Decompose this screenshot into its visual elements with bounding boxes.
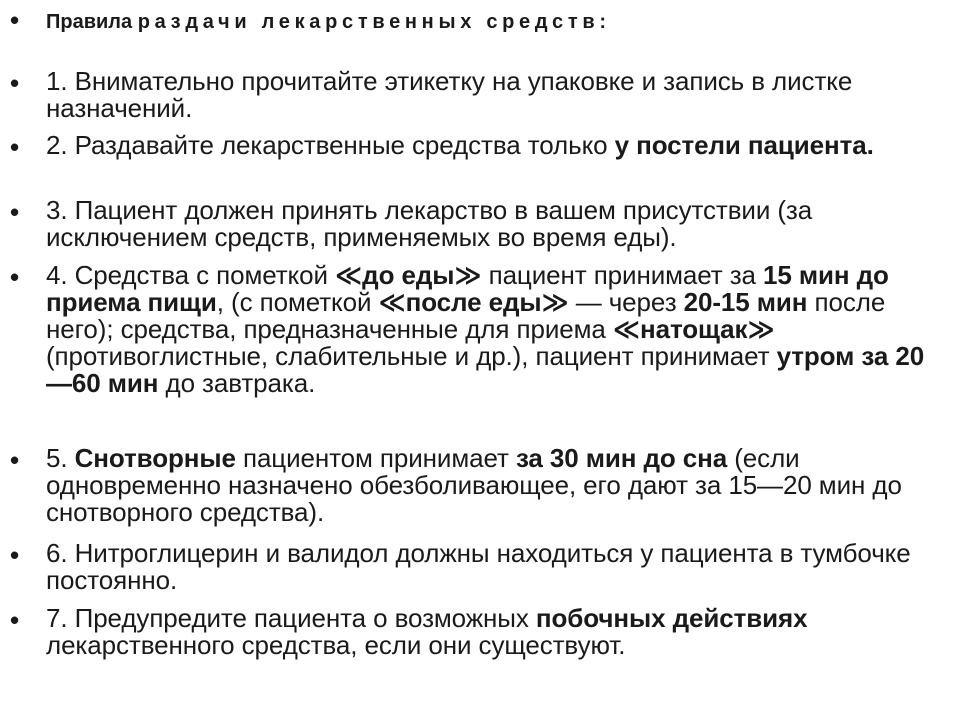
item-text <box>46 445 926 526</box>
text-run: пациент принимает за <box>481 260 764 290</box>
text-run: 5. <box>46 443 75 473</box>
emphasis-text: утром за 20—60 мин <box>46 341 925 398</box>
emphasis-text: 15 мин до приема пищи <box>46 260 889 317</box>
text-run: 2. Раздавайте лекарственные средства только <box>46 130 615 160</box>
text-run: 7. Предупредите пациента о возможных <box>46 603 536 633</box>
bullet-icon: • <box>10 197 20 227</box>
bullet-icon: • <box>10 5 20 35</box>
item-text <box>46 540 926 594</box>
emphasis-text: побочных действиях <box>535 603 808 633</box>
text-run: 3. Пациент должен принять лекарство в вашем присутствии (за исключением средств, применяемых во время еды). <box>46 195 813 252</box>
text-run: 4. Средства с пометкой <box>46 260 336 290</box>
title-spaced: раздачи лекарственных средств: <box>137 11 611 33</box>
item-text <box>46 197 926 251</box>
bullet-icon: • <box>10 540 20 570</box>
text-run: (если одновременно назначено обезболивающее, его дают за 15—20 мин до снотворного средства). <box>46 443 902 527</box>
emphasis-text: у постели пациента. <box>614 130 874 160</box>
title-prefix: Правила <box>46 11 133 33</box>
text-run: до завтрака. <box>158 368 316 398</box>
emphasis-text: ≪до еды≫ <box>335 260 482 290</box>
bullet-icon: • <box>10 68 20 98</box>
item-text <box>46 68 926 122</box>
text-run: (противоглистные, слабительные и др.), пациент принимает <box>46 341 777 371</box>
item-text <box>46 605 926 659</box>
emphasis-text: ≪натощак≫ <box>612 314 775 344</box>
slide-title <box>46 10 926 34</box>
emphasis-text: Снотворные <box>74 443 236 473</box>
emphasis-text: за 30 мин до сна <box>515 443 728 473</box>
text-run: после него); средства, предназначенные для приема <box>46 287 886 344</box>
text-run: , (с пометкой <box>216 287 379 317</box>
emphasis-text: 20-15 мин <box>683 287 808 317</box>
text-run: — через <box>568 287 684 317</box>
text-run: пациентом принимает <box>235 443 516 473</box>
bullet-icon: • <box>10 445 20 475</box>
text-run: 6. Нитроглицерин и валидол должны находиться у пациента в тумбочке постоянно. <box>46 538 911 595</box>
item-text <box>46 262 926 397</box>
text-run: лекарственного средства, если они существуют. <box>46 630 626 660</box>
item-text <box>46 132 926 159</box>
bullet-icon: • <box>10 132 20 162</box>
emphasis-text: ≪после еды≫ <box>378 287 569 317</box>
bullet-icon: • <box>10 262 20 292</box>
bullet-icon: • <box>10 605 20 635</box>
text-run: 1. Внимательно прочитайте этикетку на упаковке и запись в листке назначений. <box>46 66 853 123</box>
